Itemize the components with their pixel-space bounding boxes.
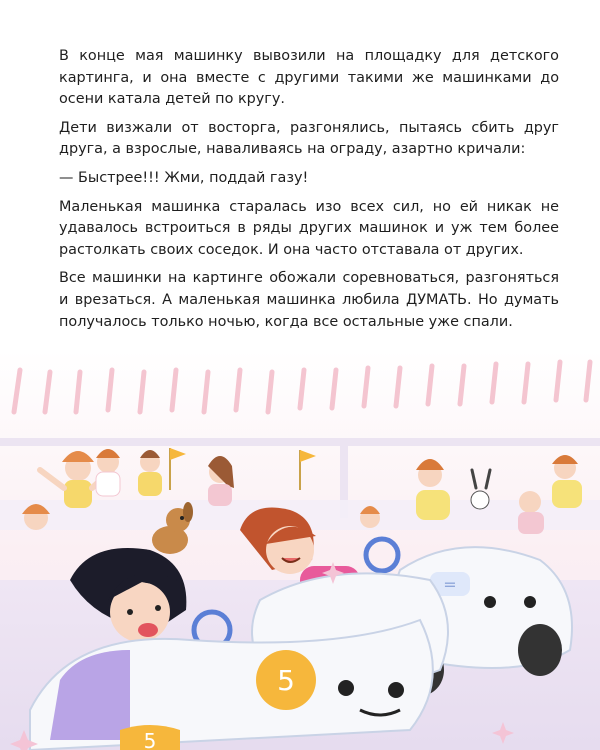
paragraph-1: В конце мая машинку вывозили на площадку для детского картинга, и она вместе с другими такими же машинками до осени катала детей по кругу. — [59, 48, 559, 108]
kart-number-2: 5 — [143, 729, 157, 750]
illustration-canvas — [0, 350, 600, 750]
kart-number-3: = — [443, 575, 457, 594]
paragraph-5: Все машинки на картинге обожали соревноваться, разгоняться и врезаться. А маленькая машинка любила ДУМАТЬ. Но думать получалось только ночью, когда все остальные уже спали. — [59, 270, 559, 330]
go-kart-illustration — [0, 350, 600, 750]
kart-number-1: 5 — [277, 664, 295, 697]
paragraph-3: — Быстрее!!! Жми, поддай газу! — [59, 169, 309, 186]
page-text — [59, 46, 559, 340]
paragraph-4: Маленькая машинка старалась изо всех сил, но ей никак не удавалось встроиться в ряды других машинок и уж тем более растолкать своих соседок. И она часто отставала от других. — [59, 198, 559, 258]
paragraph-2: Дети визжали от восторга, разгонялись, пытаясь сбить друг друга, а взрослые, наваливаясь на ограду, азартно кричали: — [59, 119, 559, 158]
